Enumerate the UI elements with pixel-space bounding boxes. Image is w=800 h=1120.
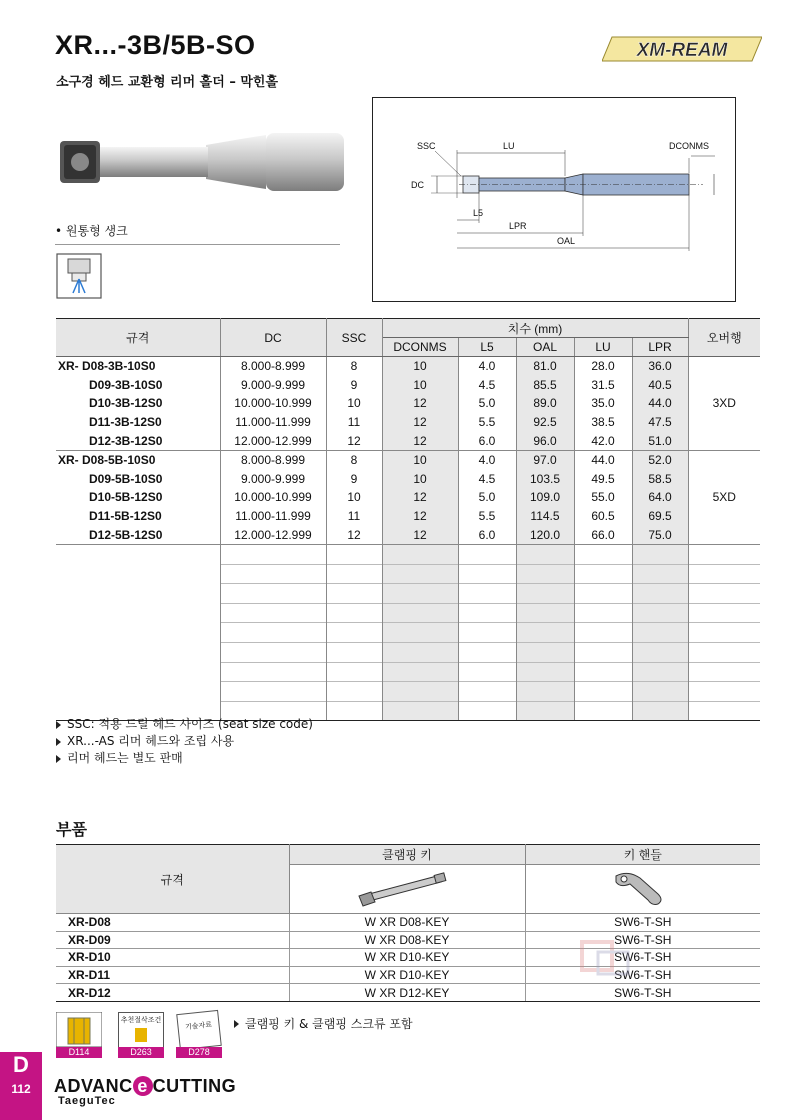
table-row bbox=[56, 488, 760, 507]
cell-dconms: 10 bbox=[382, 450, 458, 469]
parts-cell-key: W XR D08-KEY bbox=[289, 931, 525, 949]
cell-dc: 10.000-10.999 bbox=[220, 394, 326, 413]
parts-cell-handle: SW6-T-SH bbox=[525, 984, 760, 1002]
empty-row bbox=[56, 603, 760, 623]
table-row bbox=[56, 507, 760, 526]
col-spec: 규격 bbox=[56, 319, 220, 357]
ref-caption: 기술자료 bbox=[184, 1020, 213, 1032]
empty-cell bbox=[632, 584, 688, 604]
oal-label: OAL bbox=[557, 236, 576, 246]
section-letter: D bbox=[13, 1052, 29, 1077]
empty-cell bbox=[56, 584, 220, 604]
table-row bbox=[56, 450, 760, 469]
empty-cell bbox=[632, 544, 688, 564]
cell-oal: 89.0 bbox=[516, 394, 574, 413]
empty-cell bbox=[458, 701, 516, 721]
page-subtitle: 소구경 헤드 교환형 리머 홀더 – 막힌홀 bbox=[56, 75, 279, 90]
empty-cell bbox=[688, 603, 760, 623]
empty-cell bbox=[56, 603, 220, 623]
empty-row bbox=[56, 584, 760, 604]
cell-lu: 44.0 bbox=[574, 450, 632, 469]
empty-cell bbox=[632, 603, 688, 623]
empty-cell bbox=[688, 623, 760, 643]
empty-cell bbox=[458, 662, 516, 682]
empty-row bbox=[56, 623, 760, 643]
page-title: XR...-3B/5B-SO bbox=[55, 30, 256, 60]
cell-oal: 97.0 bbox=[516, 450, 574, 469]
advance-cutting-logo: ADVANC e CUTTING bbox=[54, 1076, 237, 1096]
col-lu: LU bbox=[574, 338, 632, 357]
table-row bbox=[56, 357, 760, 376]
dc-label: DC bbox=[411, 180, 424, 190]
cell-oal: 120.0 bbox=[516, 525, 574, 544]
l5-label: L5 bbox=[473, 208, 484, 218]
empty-cell bbox=[516, 642, 574, 662]
cell-overhang: 3XD bbox=[688, 357, 760, 451]
spec-code: D11-5B-12S0 bbox=[56, 507, 220, 526]
empty-cell bbox=[326, 623, 382, 643]
ref-technical-data[interactable] bbox=[176, 1012, 222, 1058]
empty-row bbox=[56, 564, 760, 584]
cell-dconms: 12 bbox=[382, 413, 458, 432]
col-dconms: DCONMS bbox=[382, 338, 458, 357]
bullet-icon bbox=[56, 721, 61, 729]
empty-cell bbox=[382, 662, 458, 682]
empty-row bbox=[56, 642, 760, 662]
empty-cell bbox=[632, 642, 688, 662]
empty-cell bbox=[632, 682, 688, 702]
cell-dc: 11.000-11.999 bbox=[220, 507, 326, 526]
cell-lpr: 69.5 bbox=[632, 507, 688, 526]
cell-oal: 103.5 bbox=[516, 470, 574, 489]
parts-note: 클램핑 키 & 클램핑 스크류 포함 bbox=[234, 1015, 413, 1032]
cell-lu: 42.0 bbox=[574, 431, 632, 450]
cell-lu: 60.5 bbox=[574, 507, 632, 526]
spec-code: D12-3B-12S0 bbox=[56, 431, 220, 450]
empty-cell bbox=[382, 623, 458, 643]
parts-cell-handle: SW6-T-SH bbox=[525, 914, 760, 932]
empty-cell bbox=[688, 584, 760, 604]
cell-ssc: 9 bbox=[326, 376, 382, 395]
col-overhang: 오버행 bbox=[688, 319, 760, 357]
spec-code: D09-5B-10S0 bbox=[56, 470, 220, 489]
table-row bbox=[56, 525, 760, 544]
cell-overhang: 5XD bbox=[688, 450, 760, 544]
cell-ssc: 10 bbox=[326, 394, 382, 413]
cell-dconms: 12 bbox=[382, 488, 458, 507]
empty-cell bbox=[326, 584, 382, 604]
cell-dconms: 10 bbox=[382, 470, 458, 489]
ref-label: D114 bbox=[56, 1047, 102, 1058]
lpr-label: LPR bbox=[509, 221, 527, 231]
cell-l5: 5.0 bbox=[458, 394, 516, 413]
cell-lpr: 64.0 bbox=[632, 488, 688, 507]
cylindrical-shank-icon bbox=[56, 253, 102, 299]
cell-ssc: 10 bbox=[326, 488, 382, 507]
empty-cell bbox=[382, 701, 458, 721]
cell-lpr: 75.0 bbox=[632, 525, 688, 544]
bullet-icon bbox=[56, 738, 61, 746]
empty-cell bbox=[220, 623, 326, 643]
empty-cell bbox=[326, 564, 382, 584]
spec-code: XR- D08-5B-10S0 bbox=[56, 450, 220, 469]
empty-cell bbox=[574, 623, 632, 643]
parts-row bbox=[56, 914, 760, 932]
cell-lpr: 47.5 bbox=[632, 413, 688, 432]
shank-note: • 원통형 생크 bbox=[55, 224, 128, 238]
svg-text:XM-REAM: XM-REAM bbox=[636, 40, 728, 61]
empty-cell bbox=[516, 544, 574, 564]
section-tab bbox=[0, 1052, 42, 1120]
empty-cell bbox=[688, 662, 760, 682]
empty-row bbox=[56, 662, 760, 682]
parts-cell-code: XR-D08 bbox=[56, 914, 289, 932]
notes bbox=[56, 716, 313, 767]
cell-ssc: 12 bbox=[326, 431, 382, 450]
clamping-key-icon bbox=[357, 868, 457, 908]
parts-cell-code: XR-D10 bbox=[56, 949, 289, 967]
cell-ssc: 12 bbox=[326, 525, 382, 544]
parts-title: 부품 bbox=[56, 820, 87, 839]
cell-dc: 8.000-8.999 bbox=[220, 450, 326, 469]
xm-ream-logo bbox=[602, 33, 762, 65]
empty-cell bbox=[382, 682, 458, 702]
parts-cell-key: W XR D10-KEY bbox=[289, 949, 525, 967]
spec-code: XR- D08-3B-10S0 bbox=[56, 357, 220, 376]
cell-lu: 66.0 bbox=[574, 525, 632, 544]
cell-l5: 5.5 bbox=[458, 507, 516, 526]
cell-lu: 31.5 bbox=[574, 376, 632, 395]
parts-cell-handle: SW6-T-SH bbox=[525, 931, 760, 949]
table-row bbox=[56, 413, 760, 432]
taegutec-label: TaeguTec bbox=[58, 1095, 116, 1107]
cell-dc: 9.000-9.999 bbox=[220, 376, 326, 395]
cell-oal: 114.5 bbox=[516, 507, 574, 526]
empty-cell bbox=[326, 642, 382, 662]
cell-dc: 12.000-12.999 bbox=[220, 525, 326, 544]
empty-cell bbox=[574, 701, 632, 721]
cell-oal: 92.5 bbox=[516, 413, 574, 432]
spec-code: D11-3B-12S0 bbox=[56, 413, 220, 432]
empty-cell bbox=[574, 584, 632, 604]
cell-lu: 35.0 bbox=[574, 394, 632, 413]
parts-cell-key: W XR D10-KEY bbox=[289, 966, 525, 984]
cell-dconms: 12 bbox=[382, 394, 458, 413]
cell-dconms: 12 bbox=[382, 525, 458, 544]
cell-lu: 38.5 bbox=[574, 413, 632, 432]
table-row bbox=[56, 394, 760, 413]
empty-cell bbox=[458, 642, 516, 662]
empty-cell bbox=[56, 682, 220, 702]
empty-cell bbox=[326, 701, 382, 721]
cell-l5: 5.5 bbox=[458, 413, 516, 432]
cell-ssc: 8 bbox=[326, 357, 382, 376]
cell-lpr: 58.5 bbox=[632, 470, 688, 489]
col-lpr: LPR bbox=[632, 338, 688, 357]
empty-cell bbox=[220, 662, 326, 682]
empty-cell bbox=[632, 662, 688, 682]
clamping-key-image bbox=[289, 865, 525, 914]
parts-col-key-handle: 키 핸들 bbox=[525, 845, 760, 865]
empty-cell bbox=[56, 623, 220, 643]
empty-cell bbox=[56, 642, 220, 662]
spec-table bbox=[56, 318, 760, 721]
empty-cell bbox=[632, 623, 688, 643]
cell-oal: 109.0 bbox=[516, 488, 574, 507]
empty-cell bbox=[516, 603, 574, 623]
empty-cell bbox=[56, 564, 220, 584]
page-number: 112 bbox=[11, 1082, 31, 1096]
empty-cell bbox=[574, 662, 632, 682]
cell-l5: 5.0 bbox=[458, 488, 516, 507]
empty-cell bbox=[56, 544, 220, 564]
empty-cell bbox=[326, 682, 382, 702]
empty-cell bbox=[382, 564, 458, 584]
reamer-holder-image bbox=[56, 123, 346, 201]
cell-l5: 6.0 bbox=[458, 431, 516, 450]
cell-lu: 55.0 bbox=[574, 488, 632, 507]
cell-dc: 9.000-9.999 bbox=[220, 470, 326, 489]
watermark-logo bbox=[562, 938, 672, 1014]
parts-cell-code: XR-D09 bbox=[56, 931, 289, 949]
cell-dconms: 12 bbox=[382, 431, 458, 450]
cell-lpr: 40.5 bbox=[632, 376, 688, 395]
note-ssc: SSC: 적용 드릴 헤드 사이즈 (seat size code) bbox=[67, 717, 313, 731]
cell-l5: 4.0 bbox=[458, 357, 516, 376]
note-sold-separately: 리머 헤드는 별도 판매 bbox=[67, 751, 183, 765]
table-row bbox=[56, 431, 760, 450]
empty-cell bbox=[220, 642, 326, 662]
parts-cell-code: XR-D11 bbox=[56, 966, 289, 984]
parts-cell-code: XR-D12 bbox=[56, 984, 289, 1002]
empty-cell bbox=[220, 682, 326, 702]
empty-cell bbox=[574, 564, 632, 584]
key-handle-image bbox=[525, 865, 760, 914]
cell-ssc: 8 bbox=[326, 450, 382, 469]
table-row bbox=[56, 376, 760, 395]
cell-lpr: 52.0 bbox=[632, 450, 688, 469]
cell-oal: 96.0 bbox=[516, 431, 574, 450]
col-ssc: SSC bbox=[326, 319, 382, 357]
empty-cell bbox=[326, 544, 382, 564]
ref-reamer-head[interactable] bbox=[56, 1012, 102, 1058]
parts-cell-handle: SW6-T-SH bbox=[525, 949, 760, 967]
parts-cell-key: W XR D08-KEY bbox=[289, 914, 525, 932]
cell-lpr: 51.0 bbox=[632, 431, 688, 450]
empty-cell bbox=[516, 701, 574, 721]
col-dims: 치수 (mm) bbox=[382, 319, 688, 338]
empty-cell bbox=[458, 682, 516, 702]
col-dc: DC bbox=[220, 319, 326, 357]
empty-cell bbox=[574, 642, 632, 662]
empty-row bbox=[56, 682, 760, 702]
empty-cell bbox=[382, 584, 458, 604]
cell-lu: 49.5 bbox=[574, 470, 632, 489]
empty-cell bbox=[458, 584, 516, 604]
cell-lu: 28.0 bbox=[574, 357, 632, 376]
note-assembly: XR...-AS 리머 헤드와 조립 사용 bbox=[67, 734, 235, 748]
empty-cell bbox=[220, 584, 326, 604]
key-handle-icon bbox=[608, 868, 678, 908]
empty-cell bbox=[220, 564, 326, 584]
empty-cell bbox=[458, 564, 516, 584]
spec-code: D10-3B-12S0 bbox=[56, 394, 220, 413]
cell-dconms: 10 bbox=[382, 357, 458, 376]
cell-l5: 4.0 bbox=[458, 450, 516, 469]
dconms-label: DCONMS bbox=[669, 141, 709, 151]
empty-cell bbox=[688, 544, 760, 564]
empty-cell bbox=[516, 564, 574, 584]
parts-col-clamp-key: 클램핑 키 bbox=[289, 845, 525, 865]
empty-cell bbox=[632, 701, 688, 721]
empty-cell bbox=[688, 564, 760, 584]
cell-dc: 10.000-10.999 bbox=[220, 488, 326, 507]
empty-cell bbox=[688, 701, 760, 721]
ref-label: D278 bbox=[176, 1047, 222, 1058]
empty-cell bbox=[326, 603, 382, 623]
col-oal: OAL bbox=[516, 338, 574, 357]
empty-cell bbox=[574, 544, 632, 564]
cell-ssc: 11 bbox=[326, 507, 382, 526]
empty-cell bbox=[516, 682, 574, 702]
ref-cutting-conditions[interactable] bbox=[118, 1012, 164, 1058]
logo-e-icon: e bbox=[133, 1076, 153, 1096]
cell-lpr: 36.0 bbox=[632, 357, 688, 376]
empty-cell bbox=[688, 682, 760, 702]
empty-cell bbox=[220, 603, 326, 623]
spec-code: D12-5B-12S0 bbox=[56, 525, 220, 544]
empty-cell bbox=[574, 603, 632, 623]
empty-cell bbox=[688, 642, 760, 662]
cell-dc: 8.000-8.999 bbox=[220, 357, 326, 376]
cell-ssc: 11 bbox=[326, 413, 382, 432]
cell-ssc: 9 bbox=[326, 470, 382, 489]
empty-cell bbox=[382, 544, 458, 564]
col-l5: L5 bbox=[458, 338, 516, 357]
empty-cell bbox=[458, 544, 516, 564]
dimension-diagram bbox=[372, 97, 736, 302]
bullet-icon bbox=[56, 755, 61, 763]
divider bbox=[55, 244, 340, 245]
empty-cell bbox=[574, 682, 632, 702]
empty-cell bbox=[220, 544, 326, 564]
spec-code: D09-3B-10S0 bbox=[56, 376, 220, 395]
empty-cell bbox=[516, 623, 574, 643]
cell-dc: 12.000-12.999 bbox=[220, 431, 326, 450]
empty-cell bbox=[458, 603, 516, 623]
lu-label: LU bbox=[503, 141, 515, 151]
ssc-label: SSC bbox=[417, 141, 436, 151]
empty-cell bbox=[632, 564, 688, 584]
empty-cell bbox=[56, 662, 220, 682]
empty-cell bbox=[458, 623, 516, 643]
parts-cell-handle: SW6-T-SH bbox=[525, 966, 760, 984]
spec-code: D10-5B-12S0 bbox=[56, 488, 220, 507]
parts-cell-key: W XR D12-KEY bbox=[289, 984, 525, 1002]
empty-cell bbox=[382, 642, 458, 662]
cell-l5: 6.0 bbox=[458, 525, 516, 544]
parts-col-spec: 규격 bbox=[56, 845, 289, 914]
empty-row bbox=[56, 544, 760, 564]
ref-label: D263 bbox=[118, 1047, 164, 1058]
empty-cell bbox=[516, 584, 574, 604]
insert-icon bbox=[135, 1028, 147, 1042]
ref-caption: 추천절삭조건 bbox=[120, 1016, 162, 1024]
empty-cell bbox=[516, 662, 574, 682]
reamer-head-icon bbox=[56, 1012, 102, 1047]
cell-dconms: 10 bbox=[382, 376, 458, 395]
cell-oal: 85.5 bbox=[516, 376, 574, 395]
cell-dconms: 12 bbox=[382, 507, 458, 526]
empty-cell bbox=[382, 603, 458, 623]
table-row bbox=[56, 470, 760, 489]
cell-oal: 81.0 bbox=[516, 357, 574, 376]
cell-lpr: 44.0 bbox=[632, 394, 688, 413]
bullet-icon bbox=[234, 1020, 239, 1028]
empty-cell bbox=[326, 662, 382, 682]
cell-l5: 4.5 bbox=[458, 376, 516, 395]
cell-l5: 4.5 bbox=[458, 470, 516, 489]
cell-dc: 11.000-11.999 bbox=[220, 413, 326, 432]
